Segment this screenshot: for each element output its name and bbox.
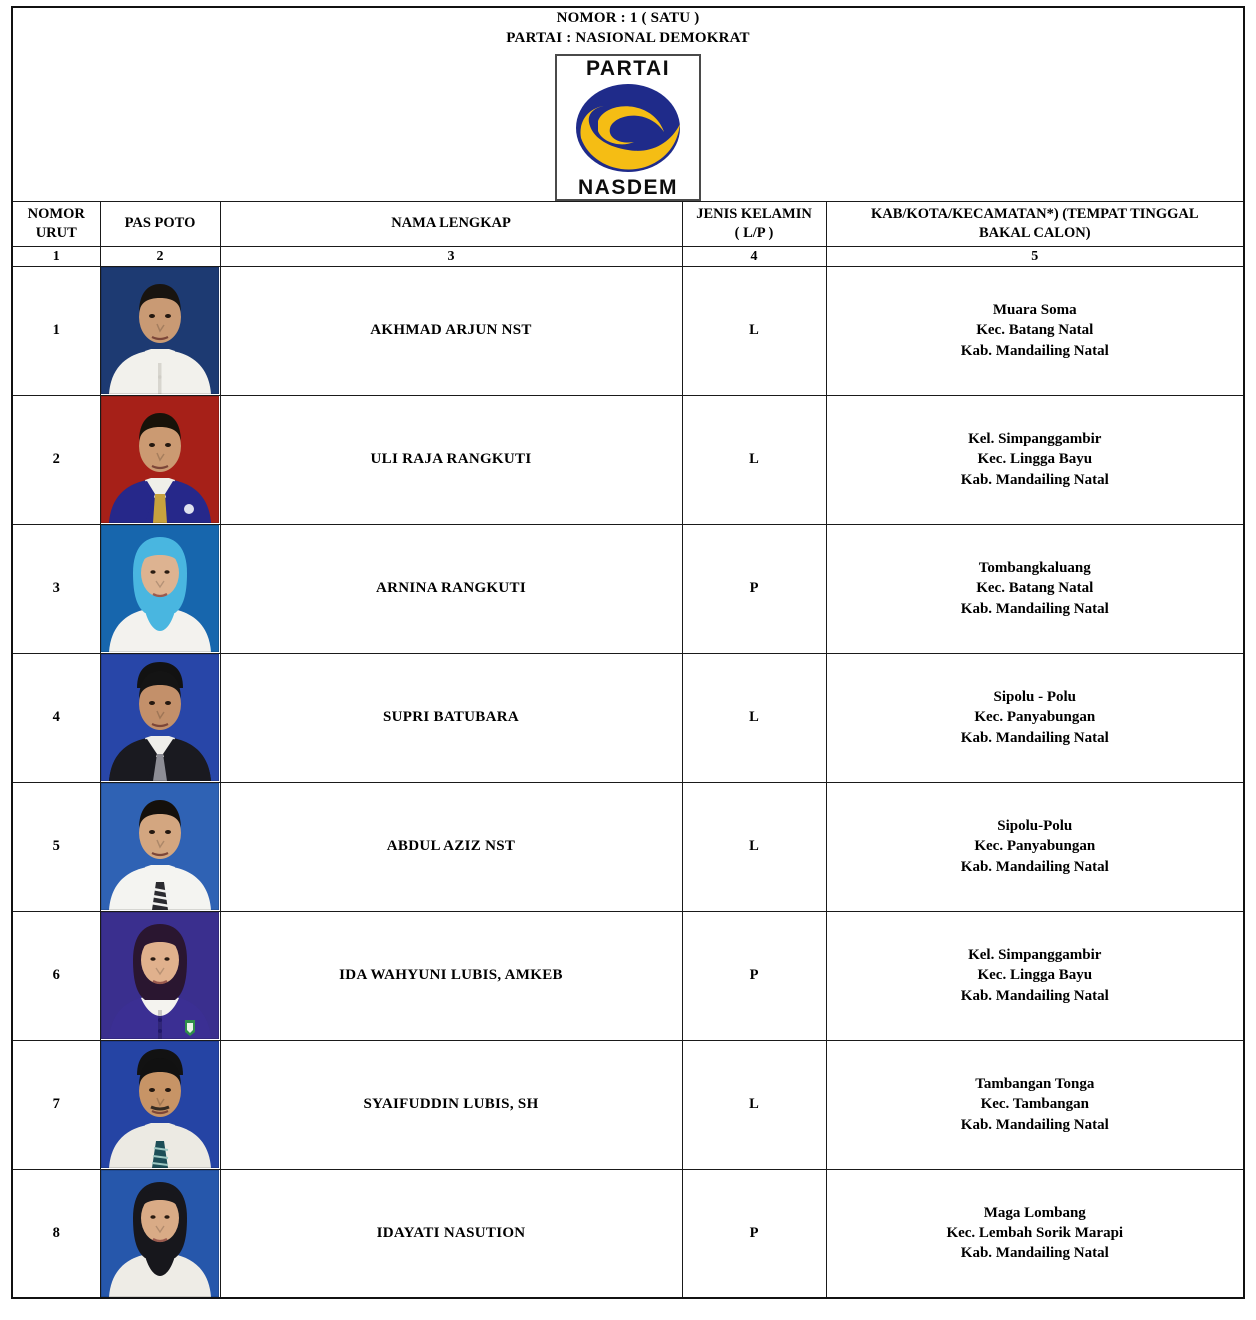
header-jk-line2: ( L/P ): [734, 224, 774, 241]
alamat-line-3: Kab. Mandailing Natal: [960, 471, 1109, 488]
cell-nomor-urut: 1: [12, 266, 100, 395]
cell-nomor-urut: 7: [12, 1040, 100, 1169]
cell-nomor-urut: 8: [12, 1169, 100, 1298]
alamat-line-3: Kab. Mandailing Natal: [960, 729, 1109, 746]
alamat-line-2: Kec. Lingga Bayu: [977, 451, 1093, 468]
table-row: [12, 782, 1244, 911]
alamat-line-2: Kec. Tambangan: [980, 1096, 1089, 1113]
alamat-line-3: Kab. Mandailing Natal: [960, 342, 1109, 359]
alamat-line-2: Kec. Lembah Sorik Marapi: [946, 1224, 1124, 1241]
cell-nama-lengkap: SUPRI BATUBARA: [220, 653, 682, 782]
alamat-line-1: Maga Lombang: [983, 1204, 1086, 1221]
header-nomor-urut-line1: NOMOR: [27, 206, 85, 223]
header-jenis-kelamin: [682, 201, 826, 246]
cell-jenis-kelamin: L: [682, 653, 826, 782]
table-row: [12, 395, 1244, 524]
header-nama-lengkap: NAMA LENGKAP: [220, 201, 682, 246]
table-row: [12, 266, 1244, 395]
alamat-line-3: Kab. Mandailing Natal: [960, 987, 1109, 1004]
cell-alamat: [826, 395, 1244, 524]
alamat-line-2: Kec. Batang Natal: [976, 580, 1094, 597]
candidate-photo: [101, 525, 220, 652]
cell-jenis-kelamin: P: [682, 524, 826, 653]
column-number-row: [12, 246, 1244, 266]
alamat-line-1: Tombangkaluang: [978, 560, 1091, 577]
alamat-line-1: Sipolu - Polu: [993, 689, 1077, 706]
cell-nama-lengkap: ARNINA RANGKUTI: [220, 524, 682, 653]
cell-jenis-kelamin: P: [682, 911, 826, 1040]
cell-alamat: [826, 524, 1244, 653]
cell-nama-lengkap: ULI RAJA RANGKUTI: [220, 395, 682, 524]
header-nomor-urut-line2: URUT: [35, 224, 77, 241]
cell-pas-poto: [100, 1040, 220, 1169]
alamat-line-2: Kec. Panyabungan: [974, 838, 1096, 855]
cell-nomor-urut: 2: [12, 395, 100, 524]
alamat-line-3: Kab. Mandailing Natal: [960, 858, 1109, 875]
cell-nama-lengkap: ABDUL AZIZ NST: [220, 782, 682, 911]
header-kab-line2: BAKAL CALON): [978, 224, 1091, 241]
cell-jenis-kelamin: L: [682, 395, 826, 524]
header-kab-kota-kecamatan: [826, 201, 1244, 246]
header-pas-poto: PAS POTO: [100, 201, 220, 246]
alamat-line-2: Kec. Panyabungan: [974, 709, 1096, 726]
header-jk-line1: JENIS KELAMIN: [696, 206, 812, 223]
cell-pas-poto: [100, 1169, 220, 1298]
cell-pas-poto: [100, 395, 220, 524]
table-row: [12, 1040, 1244, 1169]
cell-pas-poto: [100, 782, 220, 911]
cell-pas-poto: [100, 266, 220, 395]
cell-nama-lengkap: AKHMAD ARJUN NST: [220, 266, 682, 395]
alamat-line-3: Kab. Mandailing Natal: [960, 1245, 1109, 1262]
alamat-line-3: Kab. Mandailing Natal: [960, 1116, 1109, 1133]
column-number-3: 3: [220, 246, 682, 266]
alamat-line-1: Tambangan Tonga: [975, 1076, 1095, 1093]
cell-alamat: [826, 782, 1244, 911]
table-header-row: [12, 201, 1244, 246]
party-number-line: NOMOR : 1 ( SATU ): [556, 10, 700, 26]
cell-nama-lengkap: IDAYATI NASUTION: [220, 1169, 682, 1298]
cell-pas-poto: [100, 653, 220, 782]
nasdem-globe-icon: [572, 80, 684, 176]
cell-alamat: [826, 1169, 1244, 1298]
candidate-photo: [101, 396, 220, 523]
party-name-line: PARTAI : NASIONAL DEMOKRAT: [506, 30, 750, 47]
header-kab-line1: KAB/KOTA/KECAMATAN*) (TEMPAT TINGGAL: [870, 206, 1199, 223]
cell-jenis-kelamin: L: [682, 782, 826, 911]
cell-nama-lengkap: IDA WAHYUNI LUBIS, AMKEB: [220, 911, 682, 1040]
cell-alamat: [826, 911, 1244, 1040]
logo-bottom-word: NASDEM: [578, 175, 679, 199]
candidate-photo: [101, 912, 220, 1039]
table-row: [12, 1169, 1244, 1298]
cell-nomor-urut: 6: [12, 911, 100, 1040]
header-nomor-urut: [12, 201, 100, 246]
nasdem-logo: [555, 54, 701, 201]
cell-pas-poto: [100, 524, 220, 653]
cell-pas-poto: [100, 911, 220, 1040]
cell-alamat: [826, 1040, 1244, 1169]
alamat-line-3: Kab. Mandailing Natal: [960, 600, 1109, 617]
candidate-photo: [101, 267, 220, 394]
candidate-photo: [101, 783, 220, 910]
candidate-photo: [101, 1041, 220, 1168]
alamat-line-1: Muara Soma: [992, 302, 1077, 319]
cell-nama-lengkap: SYAIFUDDIN LUBIS, SH: [220, 1040, 682, 1169]
cell-nomor-urut: 5: [12, 782, 100, 911]
cell-alamat: [826, 653, 1244, 782]
candidate-photo: [101, 1170, 220, 1297]
cell-jenis-kelamin: L: [682, 1040, 826, 1169]
column-number-5: 5: [826, 246, 1244, 266]
cell-nomor-urut: 4: [12, 653, 100, 782]
column-number-2: 2: [100, 246, 220, 266]
table-row: [12, 653, 1244, 782]
alamat-line-1: Sipolu-Polu: [997, 818, 1073, 835]
party-banner-row: [12, 7, 1244, 201]
alamat-line-1: Kel. Simpanggambir: [968, 431, 1102, 448]
logo-top-word: PARTAI: [585, 56, 671, 80]
cell-jenis-kelamin: P: [682, 1169, 826, 1298]
candidate-list-table: [11, 6, 1245, 1299]
alamat-line-2: Kec. Batang Natal: [976, 322, 1094, 339]
cell-nomor-urut: 3: [12, 524, 100, 653]
column-number-4: 4: [682, 246, 826, 266]
alamat-line-2: Kec. Lingga Bayu: [977, 967, 1093, 984]
cell-alamat: [826, 266, 1244, 395]
table-row: [12, 524, 1244, 653]
party-banner: [12, 7, 1244, 201]
cell-jenis-kelamin: L: [682, 266, 826, 395]
table-row: [12, 911, 1244, 1040]
column-number-1: 1: [12, 246, 100, 266]
candidate-photo: [101, 654, 220, 781]
alamat-line-1: Kel. Simpanggambir: [968, 947, 1102, 964]
table-body: [12, 266, 1244, 1298]
